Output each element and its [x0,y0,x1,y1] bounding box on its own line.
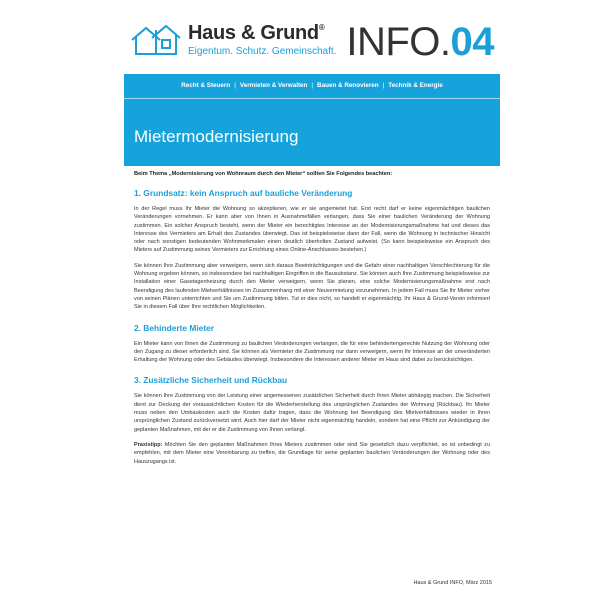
practice-tip-text: Möchten Sie den geplanten Maßnahmen Ihres Mieters zustimmen oder sind Sie gesetzlich dazu verpflichtet, so ist unbedingt zu empfehlen, mit dem Mieter eine Vereinbarung zu treffen, die Grundlage für seine geplanten baulichen Veränderungen der Wohnung oder des Hauszugangs ist. [134,441,490,465]
nav-item-technik-energie: Technik & Energie [388,82,443,89]
practice-tip-label: Praxistipp: [134,441,163,448]
nav-item-recht-steuern: Recht & Steuern [181,82,231,89]
brand-tagline: Eigentum. Schutz. Gemeinschaft. [188,46,337,57]
house-logo-icon [130,22,182,58]
category-nav [124,82,500,89]
page-title: Mietermodernisierung [134,127,299,146]
paragraph: Ein Mieter kann von Ihnen die Zustimmung zu baulichen Veränderungen verlangen, die für eine behindertengerechte Nutzung der Wohnung oder den Zugang zu dieser erforderlich sind. Sie können als Vermieter die Zustimmung nur dann verweigern, wenn Ihr Interesse an der unveränderten Erhaltung der Wohnung oder des Gebäudes überwiegt. Insbesondere die Interessen anderer Mieter im Haus sind dabei zu berücksichtigen. [134,340,490,364]
document-page [124,0,500,600]
section-heading-behinderte-mieter: 2. Behinderte Mieter [134,322,215,333]
lead-text: Beim Thema „Modernisierung von Wohnraum durch den Mieter“ sollten Sie Folgendes beachten: [134,171,393,177]
nav-separator: | [311,82,314,89]
info-code: INFO.04 [346,20,494,64]
nav-separator: | [234,82,236,89]
nav-item-vermieten-verwalten: Vermieten & Verwalten [239,82,308,89]
section-heading-sicherheit-rueckbau: 3. Zusätzliche Sicherheit und Rückbau [134,375,288,386]
nav-item-bauen-renovieren: Bauen & Renovieren [317,82,379,89]
nav-separator: | [382,82,385,89]
document-body [134,170,490,473]
brand-name: Haus & Grund® [188,22,325,44]
banner-divider [124,98,500,99]
paragraph: In der Regel muss Ihr Mieter die Wohnung so akzeptieren, wie er sie angemietet hat. Erst recht darf er keine eigenmächtigen baulichen Veränderungen vornehmen. Er kann aber von Ihnen in Ausnahmefällen verlangen, dass Sie einer baulichen Veränderung der Wohnung zustimmen. Ein solcher Anspruch besteht, wenn der Mieter ein berechtigtes Interesse an der Modernisierungsmaßnahme hat und dieses das Interesse des Vermieters am Erhalt des Zustandes überwiegt. Das ist beispielsweise dann der Fall, wenn die Wohnung in technischer Hinsicht oder nach sonstigen bedeutenden Wohnmerkmalen einen deutlich überholten Zustand aufweist. (So kann beispielsweise ein Anspruch des Mieters auf Zustimmung seines Vermieters zur Errichtung eines Online-Anschlusses bestehen.) [134,206,490,254]
practice-tip [134,441,490,466]
footer-text: Haus & Grund INFO, März 2015 [413,580,492,586]
paragraph: Sie können Ihre Zustimmung von der Leistung einer angemessenen zusätzlichen Sicherheit durch Ihren Mieter abhängig machen. Die Sicherheit dient zur Deckung der voraussichtlichen Kosten für die Wiederherstellung des ursprünglichen Zustandes der Wohnung (Rückbau). Ihr Mieter muss neben den Umbaukosten auch die Kosten dafür tragen, dass die Wohnung bei Beendigung des Mietverhältnisses wieder in ihren ursprünglichen Zustand zurückversetzt wird. Auch hier darf der Mieter nicht eigenmächtig handeln, sondern hat eine Pflicht zur Ankündigung der geplanten Maßnahmen, mit der er die Zustimmung von Ihnen verlangt. [134,393,490,433]
header-banner [124,74,500,166]
paragraph: Sie können Ihre Zustimmung aber verweigern, wenn sich daraus Beeinträchtigungen und die Gefahr einer nachhaltigen Verschlechterung für die Wohnung ergeben können, so insbesondere bei nachhaltigen Eingriffen in die Bausubstanz. Sie können auch Ihre Zustimmung beispielsweise zur Installation einer Gasetagenheizung durch den Mieter verweigern, wenn Sie planen, eine solche Modernisierungsmaßnahme erst nach Beendigung des laufenden Mietverhältnisses im Zusammenhang mit einer Neuvermietung vorzunehmen. In jedem Fall muss Sie Ihr Mieter vorher von seinen Plänen unterrichten und Sie um Zustimmung bitten. Tut er dies nicht, so handelt er eigenmächtig. Ihr Haus & Grund-Verein informiert Sie in diesem Fall über Ihre rechtlichen Möglichkeiten. [134,262,490,311]
section-heading-grundsatz: 1. Grundsatz: kein Anspruch auf bauliche Veränderung [134,188,353,198]
